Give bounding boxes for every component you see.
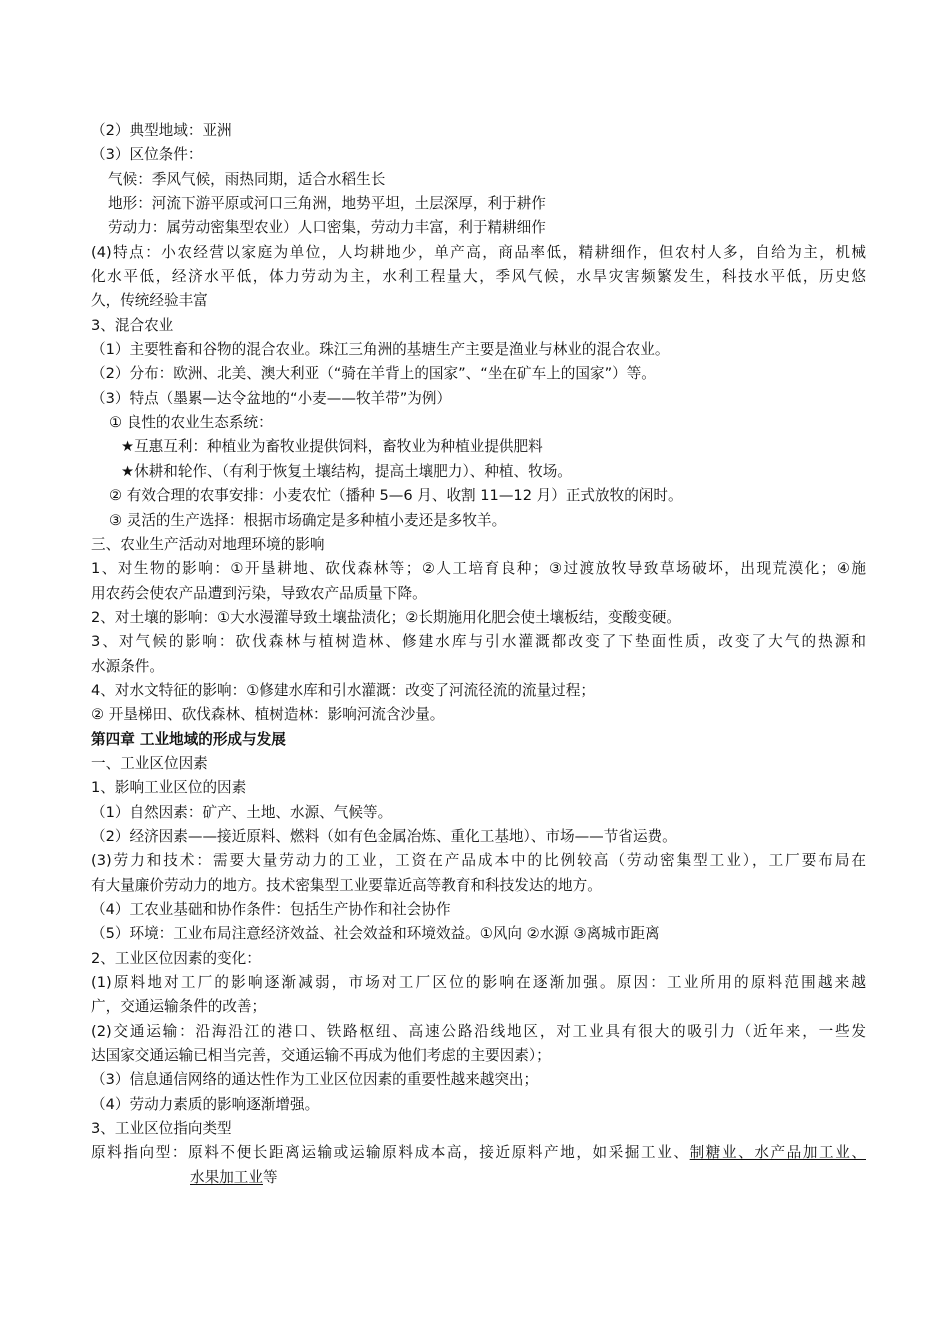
section-heading: 1、影响工业区位的因素	[91, 779, 247, 797]
text-line: 达国家交通运输已相当完善，交通运输不再成为他们考虑的主要因素）；	[91, 1047, 551, 1065]
text-line: ★休耕和轮作、（有利于恢复土壤结构，提高土壤肥力）、种植、牧场。	[121, 462, 572, 480]
text-line: ★互惠互利：种植业为畜牧业提供饲料，畜牧业为种植业提供肥料	[121, 438, 543, 456]
text-line: （5）环境：工业布局注意经济效益、社会效益和环境效益。①风向 ②水源 ③离城市距离	[91, 925, 660, 943]
section-heading: 3、混合农业	[91, 316, 174, 334]
text-line: ① 良性的农业生态系统：	[109, 414, 273, 432]
section-heading: 三、农业生产活动对地理环境的影响	[91, 535, 325, 553]
underlined-text: 水果加工业	[190, 1168, 263, 1186]
text-line: 3、对气候的影响：砍伐森林与植树造林、修建水库与引水灌溉都改变了下垫面性质，改变了大气的热源和	[91, 633, 866, 651]
text-line: 地形：河流下游平原或河口三角洲，地势平坦，土层深厚，利于耕作	[108, 195, 546, 213]
text-line: （3）特点（墨累—达令盆地的“小麦——牧羊带”为例）	[91, 389, 452, 407]
underlined-text: 制糖业、水产品加工业、	[689, 1144, 866, 1162]
chapter-title: 第四章 工业地域的形成与发展	[91, 730, 286, 748]
text-line: ② 开垦梯田、砍伐森林、植树造林：影响河流含沙量。	[91, 706, 445, 724]
document-page	[91, 119, 866, 1190]
text-line: 4、对水文特征的影响：①修建水库和引水灌溉：改变了河流径流的流量过程；	[91, 681, 595, 699]
text-line: （3）信息通信网络的通达性作为工业区位因素的重要性越来越突出；	[91, 1071, 539, 1089]
text-line: (2)交通运输：沿海沿江的港口、铁路枢纽、高速公路沿线地区，对工业具有很大的吸引力（近年来，一些发	[91, 1022, 866, 1040]
text-line: （2）经济因素——接近原料、燃料（如有色金属冶炼、重化工基地）、市场——节省运费。	[91, 827, 677, 845]
text-line: 用农药会使农产品遭到污染，导致农产品质量下降。	[91, 584, 427, 602]
text-line: 有大量廉价劳动力的地方。技术密集型工业要靠近高等教育和科技发达的地方。	[91, 876, 602, 894]
text-segment: 等	[262, 1168, 278, 1186]
text-line: (1)原料地对工厂的影响逐渐减弱，市场对工厂区位的影响在逐渐加强。原因：工业所用的原料范围越来越	[91, 974, 866, 992]
text-line: （1）主要牲畜和谷物的混合农业。珠江三角洲的基塘生产主要是渔业与林业的混合农业。	[91, 341, 670, 359]
text-line: 1、对生物的影响：①开垦耕地、砍伐森林等；②人工培育良种；③过渡放牧导致草场破坏，出现荒漠化；④施	[91, 560, 866, 578]
text-line: 2、对土壤的影响：①大水漫灌导致土壤盐渍化；②长期施用化肥会使土壤板结，变酸变硬。	[91, 608, 682, 626]
text-line: 广，交通运输条件的改善；	[91, 998, 267, 1016]
text-line: （2）分布：欧洲、北美、澳大利亚（“骑在羊背上的国家”、“坐在矿车上的国家”）等。	[91, 365, 656, 383]
text-line: （4）劳动力素质的影响逐渐增强。	[91, 1095, 320, 1113]
section-heading: 3、工业区位指向类型	[91, 1120, 232, 1138]
section-heading: 2、工业区位因素的变化：	[91, 949, 261, 967]
text-line: （1）自然因素：矿产、土地、水源、气候等。	[91, 803, 393, 821]
text-line: 气候：季风气候，雨热同期，适合水稻生长	[108, 170, 386, 188]
text-line: ③ 灵活的生产选择：根据市场确定是多种植小麦还是多牧羊。	[109, 511, 507, 529]
text-segment: 原料指向型：原料不便长距离运输或运输原料成本高，接近原料产地，如采掘工业、	[91, 1144, 690, 1162]
text-line	[91, 1141, 866, 1165]
text-line: 久，传统经验丰富	[91, 292, 208, 310]
text-line: (4)特点：小农经营以家庭为单位，人均耕地少，单产高，商品率低，精耕细作，但农村人多，自给为主，机械	[91, 243, 866, 261]
text-line: （4）工农业基础和协作条件：包括生产协作和社会协作	[91, 901, 451, 918]
text-line: 化水平低，经济水平低，体力劳动为主，水利工程量大，季风气候，水旱灾害频繁发生，科技水平低，历史悠	[91, 268, 866, 286]
text-line: 劳动力：属劳动密集型农业）人口密集，劳动力丰富，利于精耕细作	[108, 219, 546, 237]
text-line: （3）区位条件：	[91, 146, 203, 164]
section-heading: 一、工业区位因素	[91, 754, 208, 772]
text-line: （2）典型地域：亚洲	[91, 122, 232, 139]
text-line: (3)劳力和技术：需要大量劳动力的工业，工资在产品成本中的比例较高（劳动密集型工业），工厂要布局在	[91, 852, 866, 870]
text-line: 水源条件。	[91, 657, 164, 675]
text-line: ② 有效合理的农事安排：小麦农忙（播种 5—6 月、收割 11—12 月）正式放牧的闲时。	[109, 487, 683, 505]
text-line	[91, 1166, 866, 1190]
